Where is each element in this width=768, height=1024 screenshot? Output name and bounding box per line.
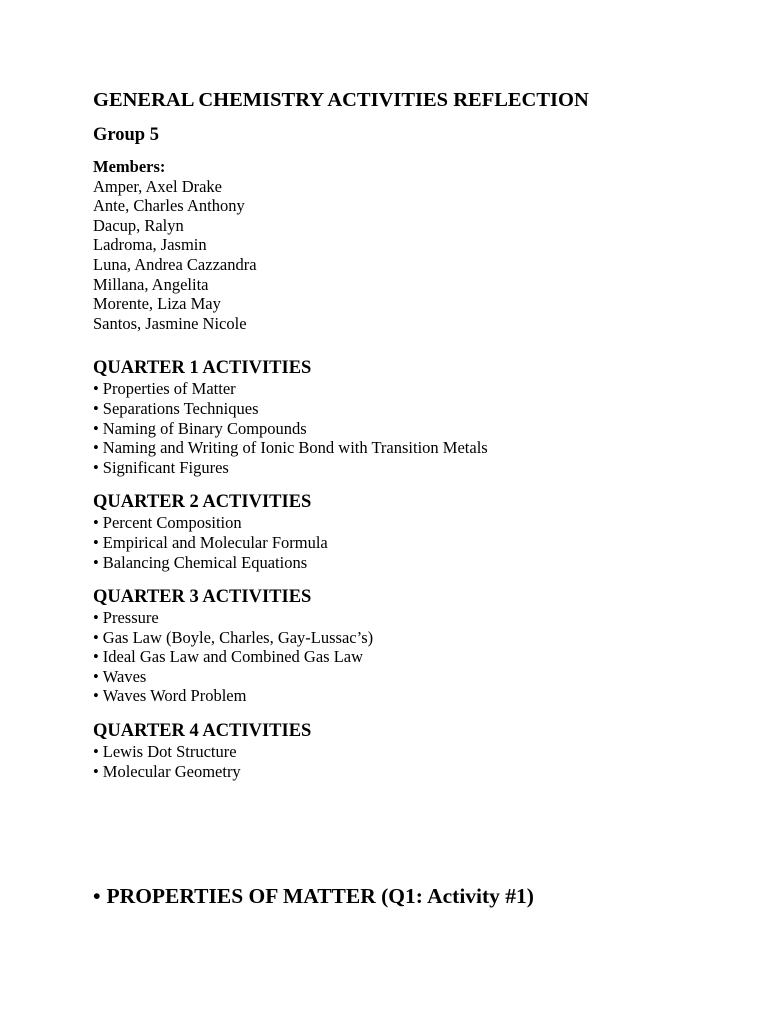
activity-item — [93, 533, 733, 553]
member-name: Santos, Jasmine Nicole — [93, 313, 247, 333]
quarter-1-section — [93, 357, 733, 477]
member-name: Ante, Charles Anthony — [93, 196, 245, 216]
bullet-icon: • — [93, 457, 99, 477]
quarter-heading: QUARTER 3 ACTIVITIES — [93, 587, 312, 608]
bullet-icon: • — [93, 438, 99, 458]
activity-item — [93, 647, 733, 667]
bullet-icon: • — [93, 418, 99, 438]
members-list — [93, 157, 733, 333]
activity-item — [93, 553, 733, 573]
member-name: Morente, Liza May — [93, 294, 221, 314]
activity-item — [93, 458, 733, 478]
activity-item — [93, 628, 733, 648]
activity-item — [93, 399, 733, 419]
activity-label: Significant Figures — [102, 457, 229, 477]
activity-item — [93, 438, 733, 458]
activity-item — [93, 667, 733, 687]
activity-label: Naming and Writing of Ionic Bond with Transition Metals — [102, 438, 488, 458]
activity-item — [93, 762, 733, 782]
activity-label: Lewis Dot Structure — [102, 742, 237, 762]
member-name: Millana, Angelita — [93, 274, 209, 294]
activity-label: Gas Law (Boyle, Charles, Gay-Lussac’s) — [102, 627, 374, 647]
quarter-heading: QUARTER 1 ACTIVITIES — [93, 358, 312, 379]
bullet-icon: • — [93, 608, 99, 628]
bullet-icon: • — [93, 513, 99, 533]
member-name: Ladroma, Jasmin — [93, 235, 207, 255]
document-page — [93, 86, 733, 795]
bullet-icon: • — [93, 647, 99, 667]
activity-label: Pressure — [102, 608, 159, 628]
quarter-heading: QUARTER 4 ACTIVITIES — [93, 721, 312, 742]
group-title: Group 5 — [93, 125, 159, 145]
activity-label: Balancing Chemical Equations — [102, 552, 308, 572]
activity-item — [93, 742, 733, 762]
activity-item — [93, 608, 733, 628]
activity-item — [93, 513, 733, 533]
activity-label: Separations Techniques — [102, 398, 259, 418]
bullet-icon: • — [93, 742, 99, 762]
section-heading — [93, 882, 534, 910]
bullet-icon: • — [93, 666, 99, 686]
member-name: Amper, Axel Drake — [93, 176, 223, 196]
bullet-icon: • — [93, 552, 99, 572]
document-title: GENERAL CHEMISTRY ACTIVITIES REFLECTION — [93, 89, 589, 111]
activity-label: Waves — [102, 666, 147, 686]
activity-label: Empirical and Molecular Formula — [102, 532, 328, 552]
members-label: Members: — [93, 157, 166, 176]
quarter-3-section — [93, 586, 733, 706]
bullet-icon: • — [93, 761, 99, 781]
bullet-icon: • — [93, 379, 99, 399]
bullet-icon: • — [93, 884, 101, 908]
section-heading-label: PROPERTIES OF MATTER (Q1: Activity #1) — [106, 884, 534, 908]
activity-item — [93, 379, 733, 399]
activity-label: Waves Word Problem — [102, 686, 247, 706]
activity-label: Ideal Gas Law and Combined Gas Law — [102, 647, 364, 667]
activity-item — [93, 686, 733, 706]
quarter-heading: QUARTER 2 ACTIVITIES — [93, 492, 312, 513]
activity-item — [93, 419, 733, 439]
bullet-icon: • — [93, 398, 99, 418]
member-name: Luna, Andrea Cazzandra — [93, 254, 257, 274]
member-name: Dacup, Ralyn — [93, 215, 184, 235]
bullet-icon: • — [93, 532, 99, 552]
quarter-2-section — [93, 491, 733, 572]
activity-label: Properties of Matter — [102, 379, 236, 399]
quarter-4-section — [93, 720, 733, 781]
bullet-icon: • — [93, 627, 99, 647]
activity-label: Percent Composition — [102, 513, 242, 533]
activity-label: Naming of Binary Compounds — [102, 418, 307, 438]
bullet-icon: • — [93, 686, 99, 706]
activity-label: Molecular Geometry — [102, 761, 241, 781]
